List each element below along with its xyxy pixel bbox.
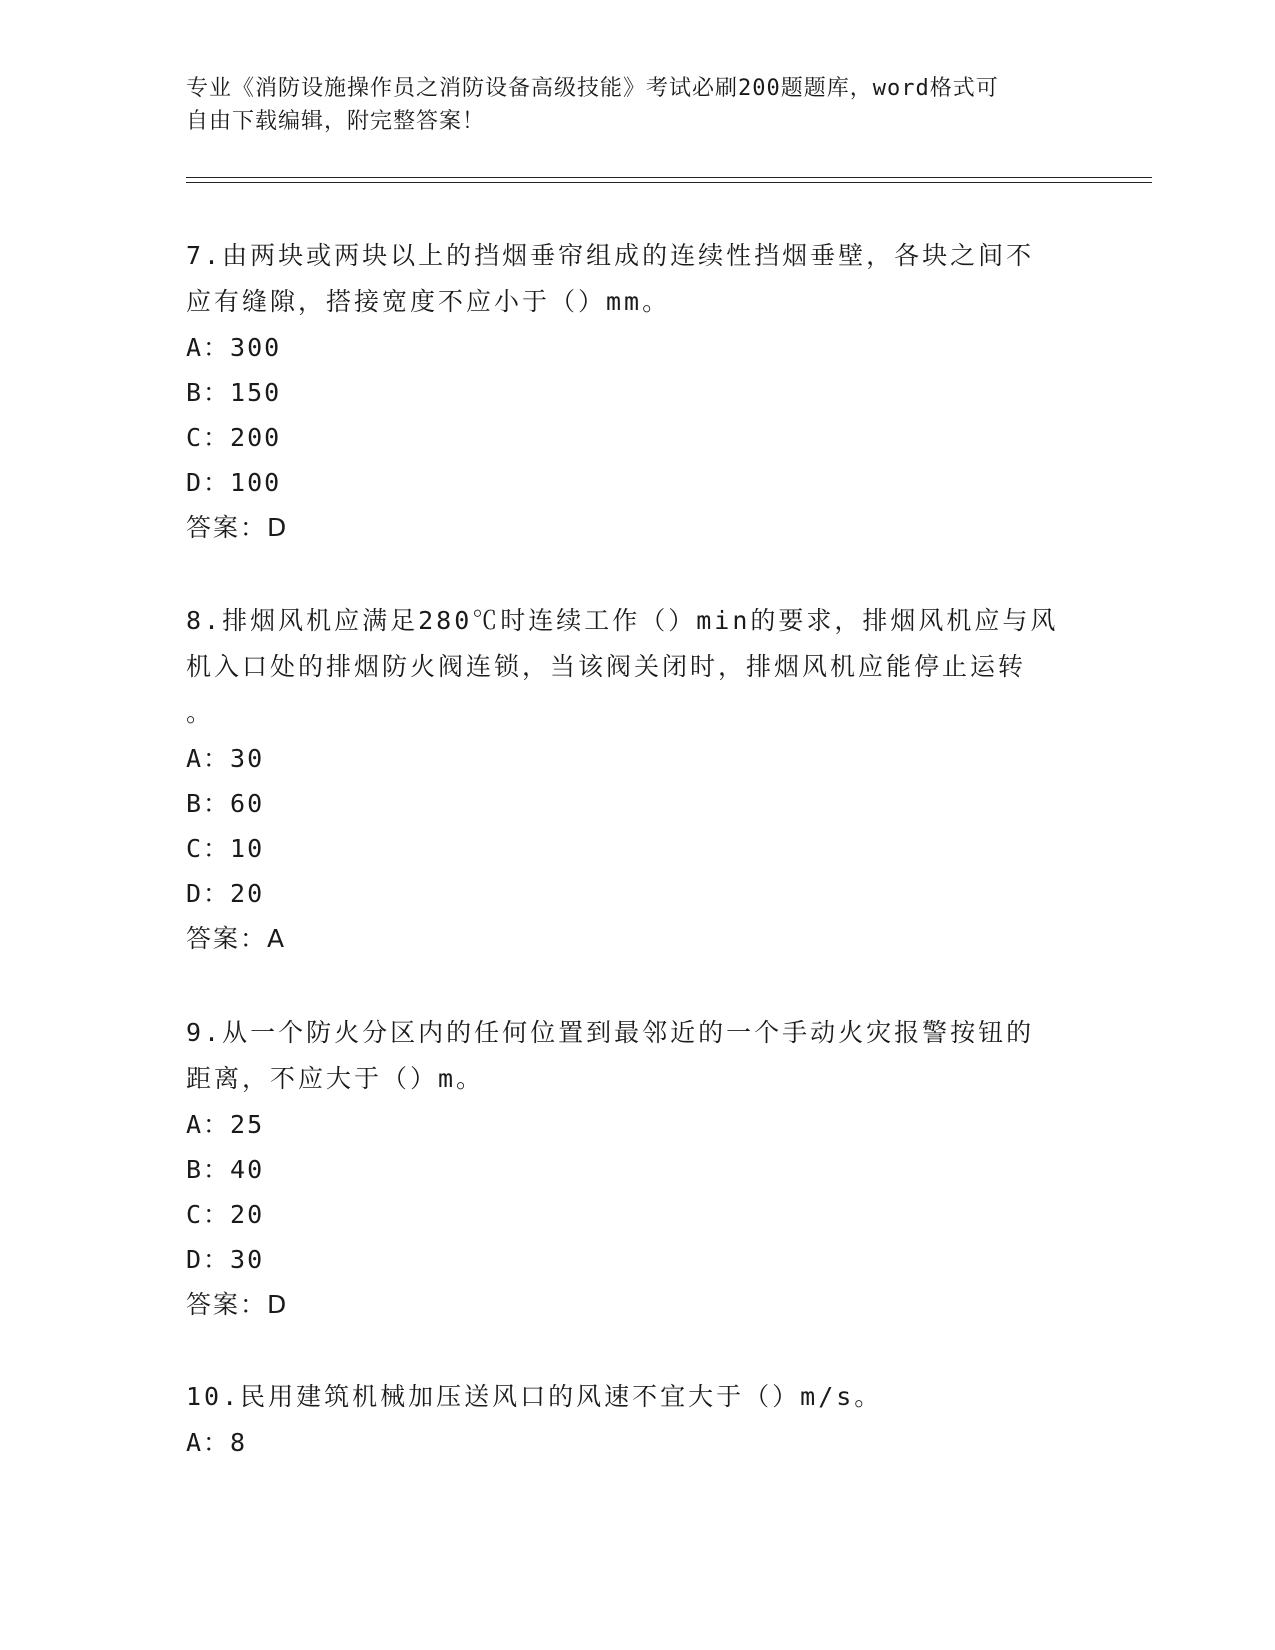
option-a: A：30 (186, 744, 265, 773)
option-c: C：10 (186, 834, 265, 863)
header-line-2: 自由下载编辑，附完整答案！ (186, 109, 486, 134)
option-b: B：40 (186, 1155, 265, 1184)
option-d: D：100 (186, 468, 282, 497)
option-b: B：150 (186, 378, 282, 407)
answer: 答案：D (186, 513, 289, 542)
question-stem-line: 应有缝隙，搭接宽度不应小于（）mm。 (186, 287, 671, 316)
question-10 (186, 1374, 1066, 1465)
question-stem-line: 9.从一个防火分区内的任何位置到最邻近的一个手动火灾报警按钮的 (186, 1018, 1035, 1047)
answer: 答案：A (186, 924, 287, 953)
option-c: C：200 (186, 423, 282, 452)
header-divider-top (186, 177, 1152, 178)
document-header (186, 72, 1086, 138)
question-stem-line: 7.由两块或两块以上的挡烟垂帘组成的连续性挡烟垂壁，各块之间不 (186, 241, 1035, 270)
question-9 (186, 1010, 1066, 1328)
option-b: B：60 (186, 789, 265, 818)
question-stem-line: 距离，不应大于（）m。 (186, 1064, 485, 1093)
header-line-1: 专业《消防设施操作员之消防设备高级技能》考试必刷200题题库，word格式可 (186, 76, 999, 101)
question-stem-line: 10.民用建筑机械加压送风口的风速不宜大于（）m/s。 (186, 1382, 883, 1411)
question-stem-line: 机入口处的排烟防火阀连锁，当该阀关闭时，排烟风机应能停止运转 (186, 652, 1027, 681)
option-a: A：25 (186, 1110, 265, 1139)
question-8 (186, 598, 1066, 962)
question-stem-line: 。 (186, 698, 215, 727)
option-a: A：300 (186, 333, 282, 362)
option-c: C：20 (186, 1200, 265, 1229)
header-divider-bottom (186, 182, 1152, 183)
question-stem-line: 8.排烟风机应满足280℃时连续工作（）min的要求，排烟风机应与风 (186, 606, 1059, 635)
option-d: D：20 (186, 879, 265, 908)
answer: 答案：D (186, 1290, 289, 1319)
question-7 (186, 233, 1066, 551)
option-d: D：30 (186, 1245, 265, 1274)
option-a: A：8 (186, 1428, 248, 1457)
